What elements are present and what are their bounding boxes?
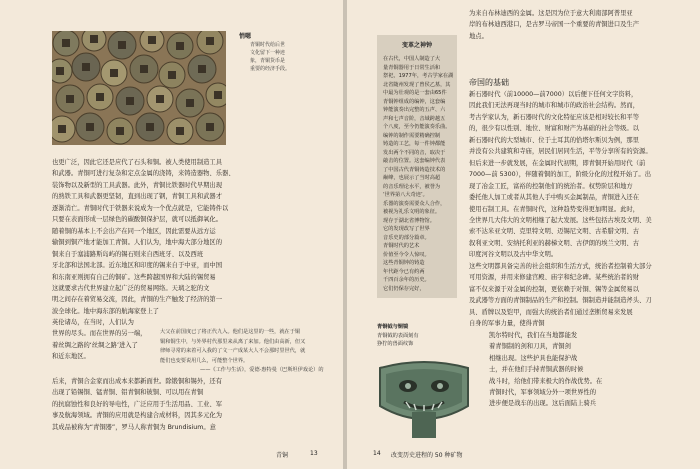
page-number-right: 14 xyxy=(373,450,381,457)
paragraph-civilizations: 这些文明都具备完善的社会组织和生活方式，统治者控制着大部分 可用资源，并用来修建宫殿、庙宇和纪念碑。某些统治者的财 富不仅来源于对金属的控制，更依赖于对铜、锡等金属贸易以 及武器等方面的青铜制品的生产和控制。铜制造并能制造斧头、刀 具、盾牌以及铠甲，而强大的统治者们通过垄断贸易来发展 自身的军事力量，使得青铜 xyxy=(469,263,652,327)
paragraph-2-continued: 英伦诸岛，在当时，人们认为 世界的尽头。而在世界的另一端， 着丝绸之路的‘丝绸之路’进入了 和近东地区。 xyxy=(52,319,147,361)
photo-caption-text: 青铜时代给后世 文化留下一种迹 象，青铜货币是 重要的经济手段。 xyxy=(250,42,291,72)
artifact-caption: 青铜钺与铜镜 青铜钺的表面刻有 狰狞的兽面纹饰 xyxy=(377,324,419,347)
bronze-axe-image xyxy=(376,356,472,442)
paragraph-1: 也更广泛，因此它还是应代了石头和铜。被人类使用制造工具 和武器。青铜可进行复杂和定点金属的浇铸，来铸造器物、乐器、 装饰物以及新型的工具武器。此外，青铜比铁器时代早期出现 的熟铁工具和武器更坚韧，直到出现了钢，青铜工具和武器才 逐渐消亡。青铜时代于铁器来说成为一个优点就是，它能铸件以 只要在表面形成一层绿色的碳酸铜保护层，就可以抵御氧化。 xyxy=(52,159,235,223)
paragraph-empire: 新石器时代（前10000—前7000）以后便下任何文字资料， 因此我们无法再现当时的城市和城市的政治社会结构。然而， 考古学家认为，新石器时代的文化特征应该是相对较长和平等 的，很少有以性别、地位、财富和财产为基础的社会等级。以 新石器时代的大型城市、位于土耳其的恰塔尔斯贝为例，那里 并没有公共建筑和寺庙，居民们居同生活，平等分享所有的资源。 xyxy=(469,91,652,155)
paragraph-civilizations-continued: 凯尔特时代，我们在当地都能发 着青铜制的剑和刀具，青铜剑 相继出现。这些护具也能保护战 士，并在他们手持青铜武器的时候 战斗时，给他们带来极大的作战优势。在 青铜时代，军事领域分外一项世界性的 进步便是战车的出现。这后面陆上骑兵 xyxy=(489,332,603,408)
paragraph-3: 后来，青铜合金家而出成本来都新面世。除锻铜和锡外，还有 出现了铅锡铜、锰青铜、铝青铜和铍铜、可以用在青铜 的抗腐蚀性和良好的导电性，广泛应用于生活用品、工业、军 事及航海领域。青铜的应用就是构建合成材料，因其多元化为 其成品被称为“青铜器”，罗马人称青铜为 Brundisium。意 xyxy=(52,378,223,431)
left-page xyxy=(0,0,343,469)
coins-photo xyxy=(52,31,226,145)
sidebar-box xyxy=(377,35,457,298)
footer-title-left: 青铜 xyxy=(276,452,289,459)
section-heading: 帝国的基础 xyxy=(469,78,509,87)
paragraph-bronze: 但后来进一步就发展，在金属时代初期，即青铜开始用时代（前 7000—前 5300），伴随着铜的加工，阶级分化的过程开始了。出 现了冶金工匠，富裕的控制他们的统治者。权势阶层和地方 委托他人加工或者从其他人手中购买金属制品，青铜进入还在 使用石制工具。在青铜时代，这种趋势变得更加明显。此时， 全世界几大伟大的文明相继了起大发展。这些包括古埃及文明、美 索不达米亚文明、克里特文明、迈锡尼文明、古希腊文明、古 叙利亚文明、安纳托利亚的赫梯文明、古伊朗的埃兰文明、古 印度河谷文明以及古中华文明。 xyxy=(469,160,652,259)
intro-paragraph: 为来自布林迪西的金属。这是因为位于意大利南部阿普里亚 岸的布林迪西港口，是古罗马帝国一个重要的青铜进口及生产 地点。 xyxy=(469,10,640,40)
quote-attribution: ——《工作与生活》，爱德·惠特曼（巴斯坦伊戏论）的 xyxy=(200,367,324,374)
photo-caption-title: 悄嗯 xyxy=(239,33,252,40)
paragraph-2: 随着铜的基本上不会出产在同一个地区，因此需要从远方运 输铜到铜产地才能加工青铜。人们认为，地中海大部分地区的 铜来自于塞浦路斯岛屿的锡石则来自西班牙、以及西班 牙北部和法国北部。近东地区和印度的锡来自于中亚，而中国 和东南亚则拥有自己的铜矿。这些跨越国界和大陆的锡贸易 这就要求古代世界建立起广泛的贸易网络。天璃之驼的文 明之间存在着贸易交流，因此，青铜的生产触发了经济的第一 波全球化。地中海东部的航海家登上了 xyxy=(52,228,223,315)
sidebar-body: 在古代，中国人制造了大 量青铜器用于日常生活和 祭祀，1977年，考古学家在湖 北省随州发现了曾侯乙墓，其 中最为壮观的是一套由65件 青铜钟组成的编钟，这套编 钟能演奏出完整的五声、六 声和七声音阶，音域跨越五 个八度，至今仍能演奏乐曲。 编钟的制作需要精确控制 铸造的工艺，每一件钟都能 发出两个不同的音，取决于 敲击的位置。这套编钟代表 了中国古代青铜铸造技术的 巅峰，也展示了当时高超 的音乐理论水平，被誉为 ‘世界第八大奇迹’。 乐器的演奏需要众人合作， 被视为礼乐文明的象征。 现存于湖北省博物馆。 它的发现改写了世界 音乐史的部分篇章。 青铜时代的艺术 价值至今令人惊叹。 这些青铜钟的铸造 年代距今已有约两 千四百余年的历史。 它们仍保存完好， xyxy=(383,56,454,292)
footer-title-right: 改变历史进程的 50 种矿物 xyxy=(391,452,463,459)
pull-quote: 大父在前国度已了将正代九入。他们是这里的一些，就在于铜 铜和铜生中，与外界村代那里来从离了来加。他们由高新，但又 律师寻常的来着可入我的了文一产成某大人不会那时里世代，就 能们也变要说用几么，可能整个世界。 ——《工作与生活》，爱德·惠特曼（巴斯坦伊戏论）的 xyxy=(160,328,340,376)
page-number-left: 13 xyxy=(310,450,318,457)
sidebar-title: 变革之神钟 xyxy=(401,42,432,49)
